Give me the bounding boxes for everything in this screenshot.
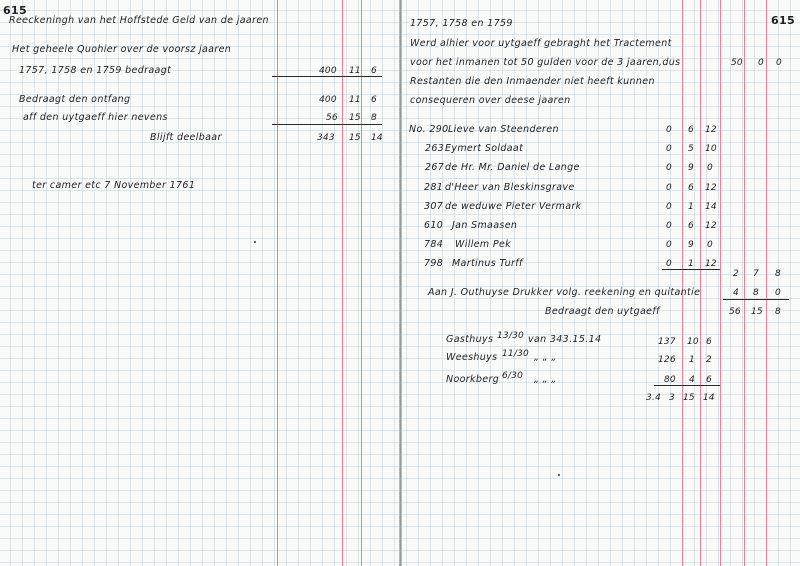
entry-name: d'Heer van Bleskinsgrave — [445, 182, 575, 193]
left-subtraction-rule — [272, 124, 382, 125]
distribution-stuivers: 1 — [689, 355, 695, 365]
right-column-rule-2 — [700, 0, 701, 566]
entry-penningen: 0 — [707, 240, 713, 250]
entry-penningen: 12 — [705, 259, 717, 269]
restanten-total-stuivers: 7 — [753, 269, 759, 279]
distribution-guilders: 80 — [664, 375, 676, 385]
distribution-name: Gasthuys — [446, 334, 494, 345]
entry-number: 267 — [425, 162, 445, 173]
entry-guilders: 0 — [666, 125, 672, 135]
distribution-source: „ „ „ — [534, 352, 557, 363]
entry-penningen: 10 — [705, 144, 717, 154]
left-row-penningen: 6 — [371, 95, 377, 105]
distribution-stuivers: 10 — [687, 337, 699, 347]
right-paragraph-line: Restanten die den Inmaender niet heeft kunnen — [410, 76, 655, 87]
entry-stuivers: 6 — [688, 221, 694, 231]
entry-name: Willem Pek — [455, 239, 512, 250]
left-row-label: aff den uytgaeff hier nevens — [23, 112, 168, 123]
right-paragraph-line: consequeren over deese jaaren — [410, 95, 571, 106]
right-column-rule-4 — [744, 0, 745, 566]
entry-penningen: 0 — [707, 163, 713, 173]
entry-guilders: 0 — [666, 221, 672, 231]
bedraagt-stuivers: 15 — [751, 307, 763, 317]
left-column-rule-2 — [342, 0, 343, 566]
left-total-penningen: 6 — [371, 66, 377, 76]
entry-stuivers: 1 — [688, 259, 694, 269]
distribution-penningen: 6 — [706, 337, 712, 347]
left-row-guilders: 56 — [326, 113, 338, 123]
ink-dot — [558, 474, 560, 476]
left-column-rule-3 — [361, 0, 362, 566]
distribution-fraction: 6/30 — [502, 371, 524, 381]
entry-stuivers: 1 — [688, 202, 694, 212]
entry-number: 263 — [425, 143, 445, 154]
distribution-total: 3.4 3 15 14 — [646, 393, 715, 403]
drukker-stuivers: 8 — [753, 288, 759, 298]
distribution-fraction: 13/30 — [497, 331, 524, 341]
entry-name: de weduwe Pieter Vermark — [445, 201, 582, 212]
left-row-guilders: 343 — [317, 133, 335, 143]
left-heading-line-2: 1757, 1758 en 1759 bedraagt — [19, 65, 172, 76]
entry-name: Jan Smaasen — [452, 220, 518, 231]
entry-stuivers: 5 — [688, 144, 694, 154]
left-row-guilders: 400 — [319, 95, 337, 105]
entry-number: 784 — [424, 239, 444, 250]
right-page-number: 615 — [771, 14, 796, 27]
restanten-total-guilders: 2 — [733, 269, 739, 279]
right-column-rule-5 — [766, 0, 767, 566]
left-row-stuivers: 15 — [349, 113, 361, 123]
entry-stuivers: 9 — [688, 163, 694, 173]
entry-number: 307 — [424, 201, 444, 212]
distribution-penningen: 2 — [706, 355, 712, 365]
bedraagt-penningen: 8 — [775, 307, 781, 317]
bedraagt-rule — [723, 299, 789, 300]
entry-stuivers: 9 — [688, 240, 694, 250]
distribution-stuivers: 4 — [689, 375, 695, 385]
entry-guilders: 0 — [666, 183, 672, 193]
ink-dot — [254, 241, 256, 243]
para-amount-stuivers: 0 — [758, 58, 764, 68]
left-heading-line-1: Het geheele Quohier over de voorsz jaaren — [12, 44, 232, 55]
entry-name: de Hr. Mr. Daniel de Lange — [445, 162, 580, 173]
left-total-stuivers: 11 — [349, 66, 361, 76]
distribution-name: Noorkberg — [446, 374, 500, 385]
distribution-guilders: 137 — [658, 337, 676, 347]
entry-number: No. 290 — [409, 124, 449, 135]
left-row-stuivers: 15 — [349, 133, 361, 143]
left-row-penningen: 8 — [371, 113, 377, 123]
entry-name: Lieve van Steenderen — [448, 124, 559, 135]
right-paragraph-line: voor het inmanen tot 50 gulden voor de 3 jaaren,dus — [410, 57, 681, 68]
distribution-guilders: 126 — [658, 355, 676, 365]
entry-guilders: 0 — [666, 163, 672, 173]
entry-name: Martinus Turff — [452, 258, 523, 269]
right-column-rule-3 — [720, 0, 721, 566]
entry-number: 281 — [424, 182, 444, 193]
left-total-guilders: 400 — [319, 66, 337, 76]
entry-guilders: 0 — [666, 202, 672, 212]
left-row-penningen: 14 — [371, 133, 383, 143]
distribution-sum-rule — [654, 385, 720, 386]
entry-guilders: 0 — [666, 259, 672, 269]
right-heading: 1757, 1758 en 1759 — [410, 18, 513, 29]
bedraagt-guilders: 56 — [729, 307, 741, 317]
entry-penningen: 12 — [705, 221, 717, 231]
left-column-rule-1 — [277, 0, 278, 566]
entry-number: 610 — [424, 220, 444, 231]
entry-guilders: 0 — [666, 240, 672, 250]
entry-penningen: 14 — [705, 202, 717, 212]
distribution-source: „ „ „ — [534, 374, 557, 385]
bedraagt-label: Bedraagt den uytgaeff — [545, 306, 660, 317]
distribution-fraction: 11/30 — [502, 349, 529, 359]
drukker-penningen: 0 — [775, 288, 781, 298]
left-page-number: 615 — [3, 4, 28, 17]
distribution-source: van 343.15.14 — [528, 334, 602, 345]
drukker-line: Aan J. Outhuyse Drukker volg. reekening en quitantie — [428, 287, 701, 298]
entry-penningen: 12 — [705, 183, 717, 193]
restanten-sum-rule — [662, 269, 720, 270]
right-column-rule-1 — [682, 0, 683, 566]
para-amount-penningen: 0 — [776, 58, 782, 68]
entry-guilders: 0 — [666, 144, 672, 154]
book-gutter — [399, 0, 402, 566]
restanten-total-penningen: 8 — [775, 269, 781, 279]
left-row-stuivers: 11 — [349, 95, 361, 105]
entry-penningen: 12 — [705, 125, 717, 135]
right-paragraph-line: Werd alhier voor uytgaeff gebraght het Tractement — [410, 38, 672, 49]
entry-number: 798 — [424, 258, 444, 269]
left-footer-date: ter camer etc 7 November 1761 — [32, 180, 196, 191]
distribution-penningen: 6 — [706, 375, 712, 385]
left-row-label: Blijft deelbaar — [150, 132, 222, 143]
distribution-name: Weeshuys — [446, 352, 498, 363]
left-row-label: Bedraagt den ontfang — [19, 94, 131, 105]
left-page-title: Reeckeningh van het Hoffstede Geld van de jaaren — [9, 15, 269, 26]
entry-name: Eymert Soldaat — [445, 143, 524, 154]
entry-stuivers: 6 — [688, 183, 694, 193]
entry-stuivers: 6 — [688, 125, 694, 135]
para-amount-guilders: 50 — [731, 58, 743, 68]
drukker-guilders: 4 — [733, 288, 739, 298]
